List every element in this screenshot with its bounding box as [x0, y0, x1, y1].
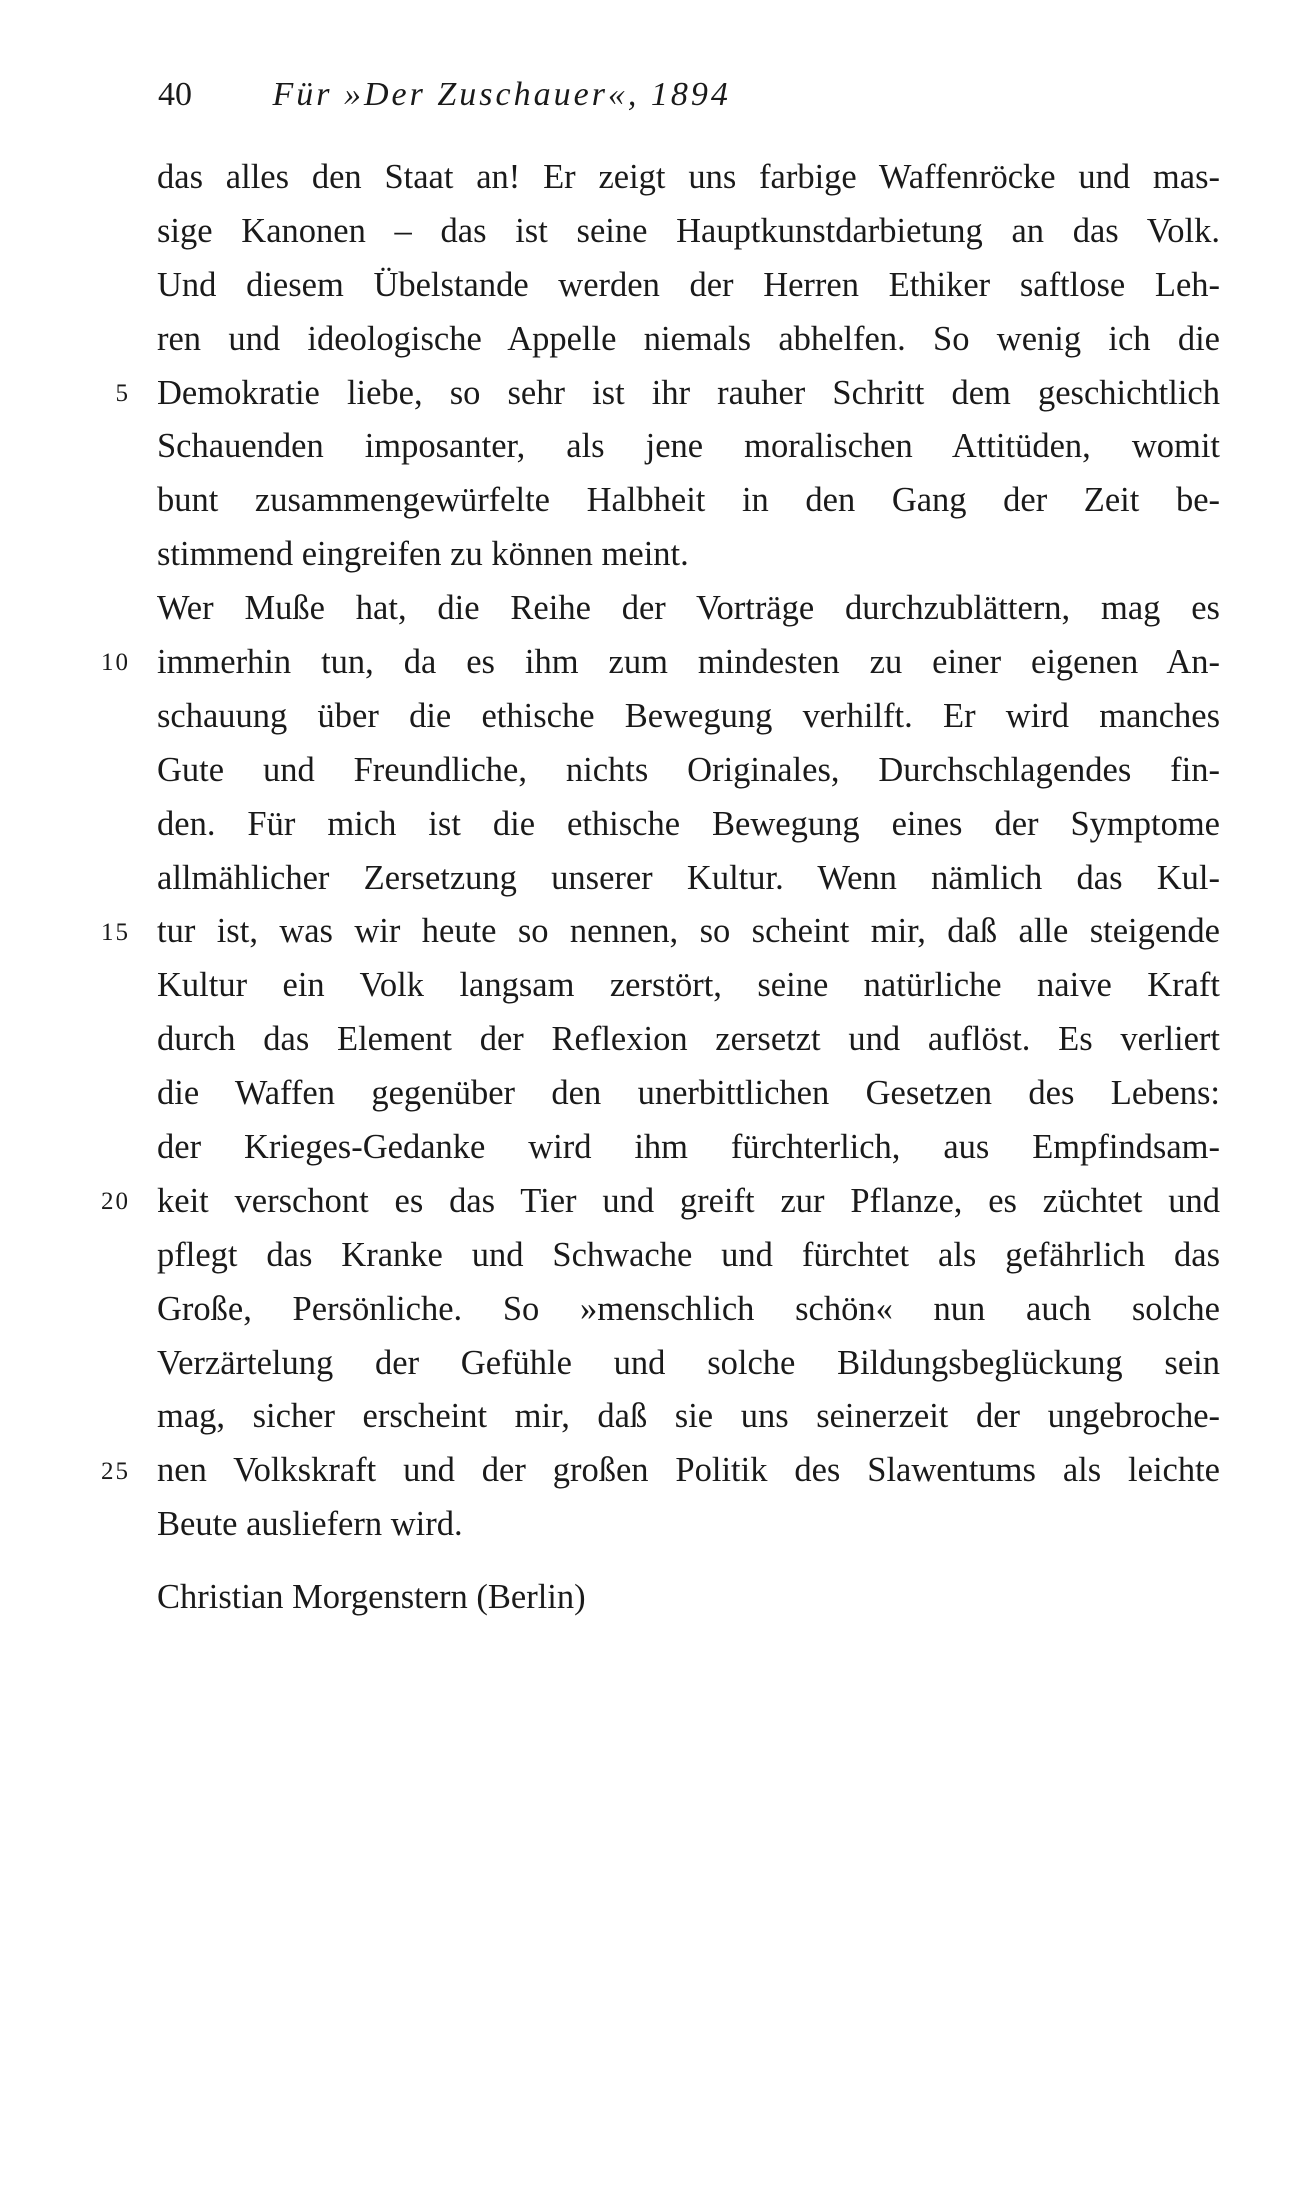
text-line: schauung über die ethische Bewegung verhilft. Er wird manches [157, 696, 1220, 735]
text-line: immerhin tun, da es ihm zum mindesten zu einer eigenen An- [157, 643, 1220, 682]
text-line: nen Volkskraft und der großen Politik des Slawentums als leichte [157, 1451, 1220, 1490]
text-line: Und diesem Übelstande werden der Herren Ethiker saftlose Leh- [157, 265, 1220, 304]
text-line: der Krieges-Gedanke wird ihm fürchterlich, aus Empfindsam- [157, 1128, 1220, 1167]
page-header [158, 70, 731, 120]
line-number-20: 20 [101, 1188, 130, 1216]
text-line: Große, Persönliche. So »menschlich schön« nun auch solche [157, 1289, 1220, 1328]
text-line: die Waffen gegenüber den unerbittlichen Gesetzen des Lebens: [157, 1074, 1220, 1113]
line-number-15: 15 [101, 918, 130, 946]
text-line: Beute ausliefern wird. [157, 1505, 463, 1544]
text-line: ren und ideologische Appelle niemals abhelfen. So wenig ich die [157, 319, 1220, 358]
text-line: durch das Element der Reflexion zersetzt und auflöst. Es verliert [157, 1020, 1220, 1059]
line-number-5: 5 [115, 379, 130, 407]
text-line: das alles den Staat an! Er zeigt uns farbige Waffenröcke und mas- [157, 158, 1220, 196]
running-title: Für »Der Zuschauer«, 1894 [272, 76, 731, 113]
text-line: mag, sicher erscheint mir, daß sie uns seinerzeit der ungebroche- [157, 1397, 1220, 1436]
text-line: Kultur ein Volk langsam zerstört, seine natürliche naive Kraft [157, 966, 1220, 1005]
line-number-10: 10 [101, 649, 130, 677]
text-line: den. Für mich ist die ethische Bewegung eines der Symptome [157, 804, 1220, 843]
text-line: allmählicher Zersetzung unserer Kultur. Wenn nämlich das Kul- [157, 858, 1220, 897]
text-line: pflegt das Kranke und Schwache und fürchtet als gefährlich das [157, 1235, 1220, 1274]
text-line: Wer Muße hat, die Reihe der Vorträge durchzublättern, mag es [157, 589, 1220, 628]
author-signature: Christian Morgenstern (Berlin) [157, 1578, 586, 1616]
text-line: Demokratie liebe, so sehr ist ihr rauher Schritt dem geschichtlich [157, 373, 1220, 412]
text-line: Verzärtelung der Gefühle und solche Bildungsbeglückung sein [157, 1343, 1220, 1382]
text-line: keit verschont es das Tier und greift zur Pflanze, es züchtet und [157, 1181, 1220, 1220]
text-line: Gute und Freundliche, nichts Originales, Durchschlagendes fin- [157, 750, 1220, 789]
text-line: tur ist, was wir heute so nennen, so scheint mir, daß alle steigende [157, 912, 1220, 951]
text-line: sige Kanonen – das ist seine Hauptkunstdarbietung an das Volk. [157, 211, 1220, 250]
page-number: 40 [158, 76, 192, 113]
text-line: stimmend eingreifen zu können meint. [157, 535, 689, 574]
body-text [157, 151, 1220, 1552]
text-line: Schauenden imposanter, als jene moralischen Attitüden, womit [157, 427, 1220, 466]
line-number-25: 25 [101, 1457, 130, 1485]
text-line: bunt zusammengewürfelte Halbheit in den Gang der Zeit be- [157, 481, 1220, 520]
